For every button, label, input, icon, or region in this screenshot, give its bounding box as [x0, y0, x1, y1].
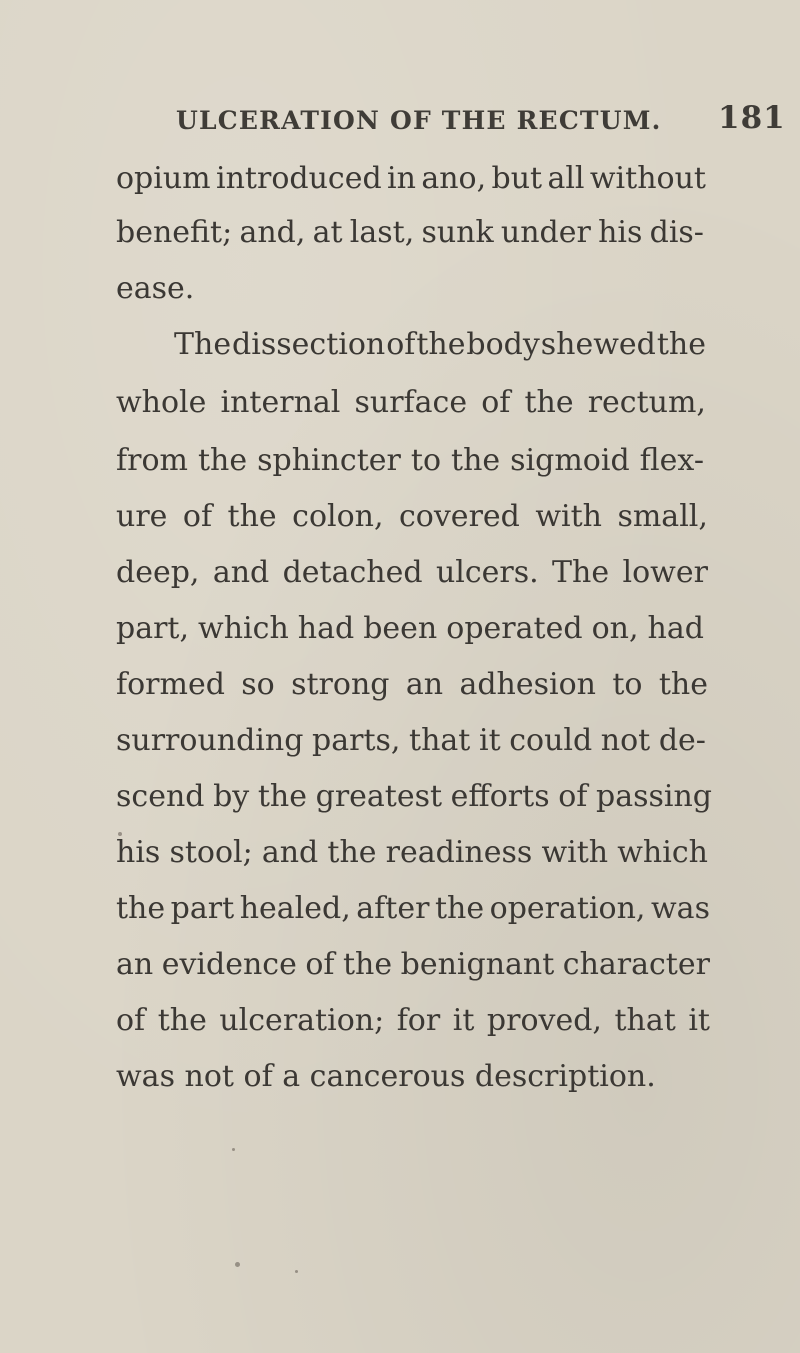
word: could [509, 723, 593, 758]
word: the [197, 443, 248, 478]
word: of [182, 499, 213, 534]
word: The [174, 327, 232, 362]
paper-speck [118, 832, 122, 836]
word: healed, [239, 891, 351, 926]
word: the [327, 835, 377, 870]
word: after [356, 891, 430, 926]
word: with [541, 835, 609, 870]
word: been [363, 611, 438, 646]
text-line [116, 385, 706, 420]
text-line [116, 443, 704, 478]
word: by [213, 779, 250, 814]
word: sigmoid [510, 443, 630, 478]
word: was [651, 891, 710, 926]
word: ease. [116, 271, 195, 306]
text-line [116, 215, 704, 250]
word: his [598, 215, 643, 250]
word: dissection [232, 327, 386, 362]
word: scend [116, 779, 205, 814]
word: which [198, 611, 289, 646]
word: an [405, 667, 444, 702]
word: part [170, 891, 235, 926]
word: flex- [639, 443, 704, 478]
word: under [500, 215, 591, 250]
word: ulceration; [219, 1003, 385, 1038]
word: had [297, 611, 355, 646]
word: introduced [216, 161, 382, 196]
word: was [116, 1059, 175, 1094]
word: readiness [385, 835, 533, 870]
running-title: ULCERATION OF THE RECTUM. [176, 106, 662, 135]
word: benignant [400, 947, 555, 982]
text-line [116, 611, 704, 646]
word: benefit; [116, 215, 233, 250]
word: the [342, 947, 393, 982]
word: strong [291, 667, 390, 702]
text-line [116, 1059, 656, 1094]
word: not [184, 1059, 234, 1094]
word: from [116, 443, 188, 478]
word: surrounding [116, 723, 304, 758]
word: the [227, 499, 277, 534]
word: of [386, 327, 416, 362]
text-line [116, 891, 710, 926]
word: the [257, 779, 307, 814]
word: the [157, 1003, 207, 1038]
word: rectum, [587, 385, 706, 420]
word: cancerous [309, 1059, 466, 1094]
text-line [116, 947, 710, 982]
word: it [478, 723, 501, 758]
word: character [562, 947, 710, 982]
word: and [261, 835, 319, 870]
word: deep, [116, 555, 200, 590]
word: greatest [315, 779, 443, 814]
word: to [612, 667, 643, 702]
word: not [600, 723, 651, 758]
word: internal [220, 385, 341, 420]
paragraph-start-line [174, 327, 706, 362]
word: of [558, 779, 588, 814]
word: ure [116, 499, 168, 534]
word: of [243, 1059, 273, 1094]
text-line [116, 723, 706, 758]
word: the [656, 327, 706, 362]
word: the [524, 385, 574, 420]
word: ano, [421, 161, 487, 196]
word: covered [399, 499, 520, 534]
word: that [409, 723, 471, 758]
word: colon, [292, 499, 384, 534]
word: for [396, 1003, 441, 1038]
text-line [116, 161, 706, 196]
word: formed [116, 667, 225, 702]
word: a [282, 1059, 301, 1094]
word: the [116, 891, 166, 926]
word: in [387, 161, 416, 196]
word: passing [595, 779, 712, 814]
word: so [241, 667, 275, 702]
text-line [116, 779, 712, 814]
text-line [116, 835, 708, 870]
word: the [451, 443, 501, 478]
word: ulcers. [435, 555, 539, 590]
word: last, [349, 215, 415, 250]
word: The [552, 555, 610, 590]
word: of [481, 385, 511, 420]
word: dis- [649, 215, 704, 250]
word: of [305, 947, 335, 982]
word: but [491, 161, 543, 196]
word: his [116, 835, 161, 870]
paper-speck [235, 1262, 240, 1267]
word: the [658, 667, 708, 702]
word: the [434, 891, 485, 926]
word: and [212, 555, 270, 590]
word: de- [658, 723, 706, 758]
page-header [0, 100, 800, 144]
word: it [452, 1003, 475, 1038]
word: whole [116, 385, 207, 420]
word: without [589, 161, 706, 196]
word: part, [116, 611, 190, 646]
word: to [410, 443, 442, 478]
word: opium [116, 161, 211, 196]
word: that [614, 1003, 676, 1038]
word: all [547, 161, 585, 196]
word: had [647, 611, 704, 646]
text-line [116, 667, 708, 702]
word: proved, [486, 1003, 602, 1038]
paper-speck [232, 1148, 235, 1151]
text-line [116, 271, 195, 306]
word: stool; [169, 835, 253, 870]
word: small, [617, 499, 708, 534]
word: it [688, 1003, 710, 1038]
word: efforts [450, 779, 550, 814]
word: the [416, 327, 466, 362]
word: operated [446, 611, 583, 646]
word: of [116, 1003, 146, 1038]
word: surface [354, 385, 468, 420]
word: at [312, 215, 343, 250]
word: sunk [421, 215, 494, 250]
text-line [116, 555, 708, 590]
word: operation, [489, 891, 646, 926]
word: an [116, 947, 154, 982]
word: description. [474, 1059, 656, 1094]
word: evidence [161, 947, 297, 982]
word: adhesion [459, 667, 596, 702]
word: shewed [540, 327, 656, 362]
word: and, [239, 215, 306, 250]
word: which [617, 835, 708, 870]
word: parts, [312, 723, 401, 758]
word: with [535, 499, 602, 534]
word: lower [622, 555, 708, 590]
page-number: 181 [718, 100, 786, 136]
word: on, [591, 611, 639, 646]
word: sphincter [257, 443, 401, 478]
word: body [466, 327, 540, 362]
text-line [116, 499, 708, 534]
word: detached [282, 555, 423, 590]
paper-speck [295, 1270, 298, 1273]
text-line [116, 1003, 710, 1038]
